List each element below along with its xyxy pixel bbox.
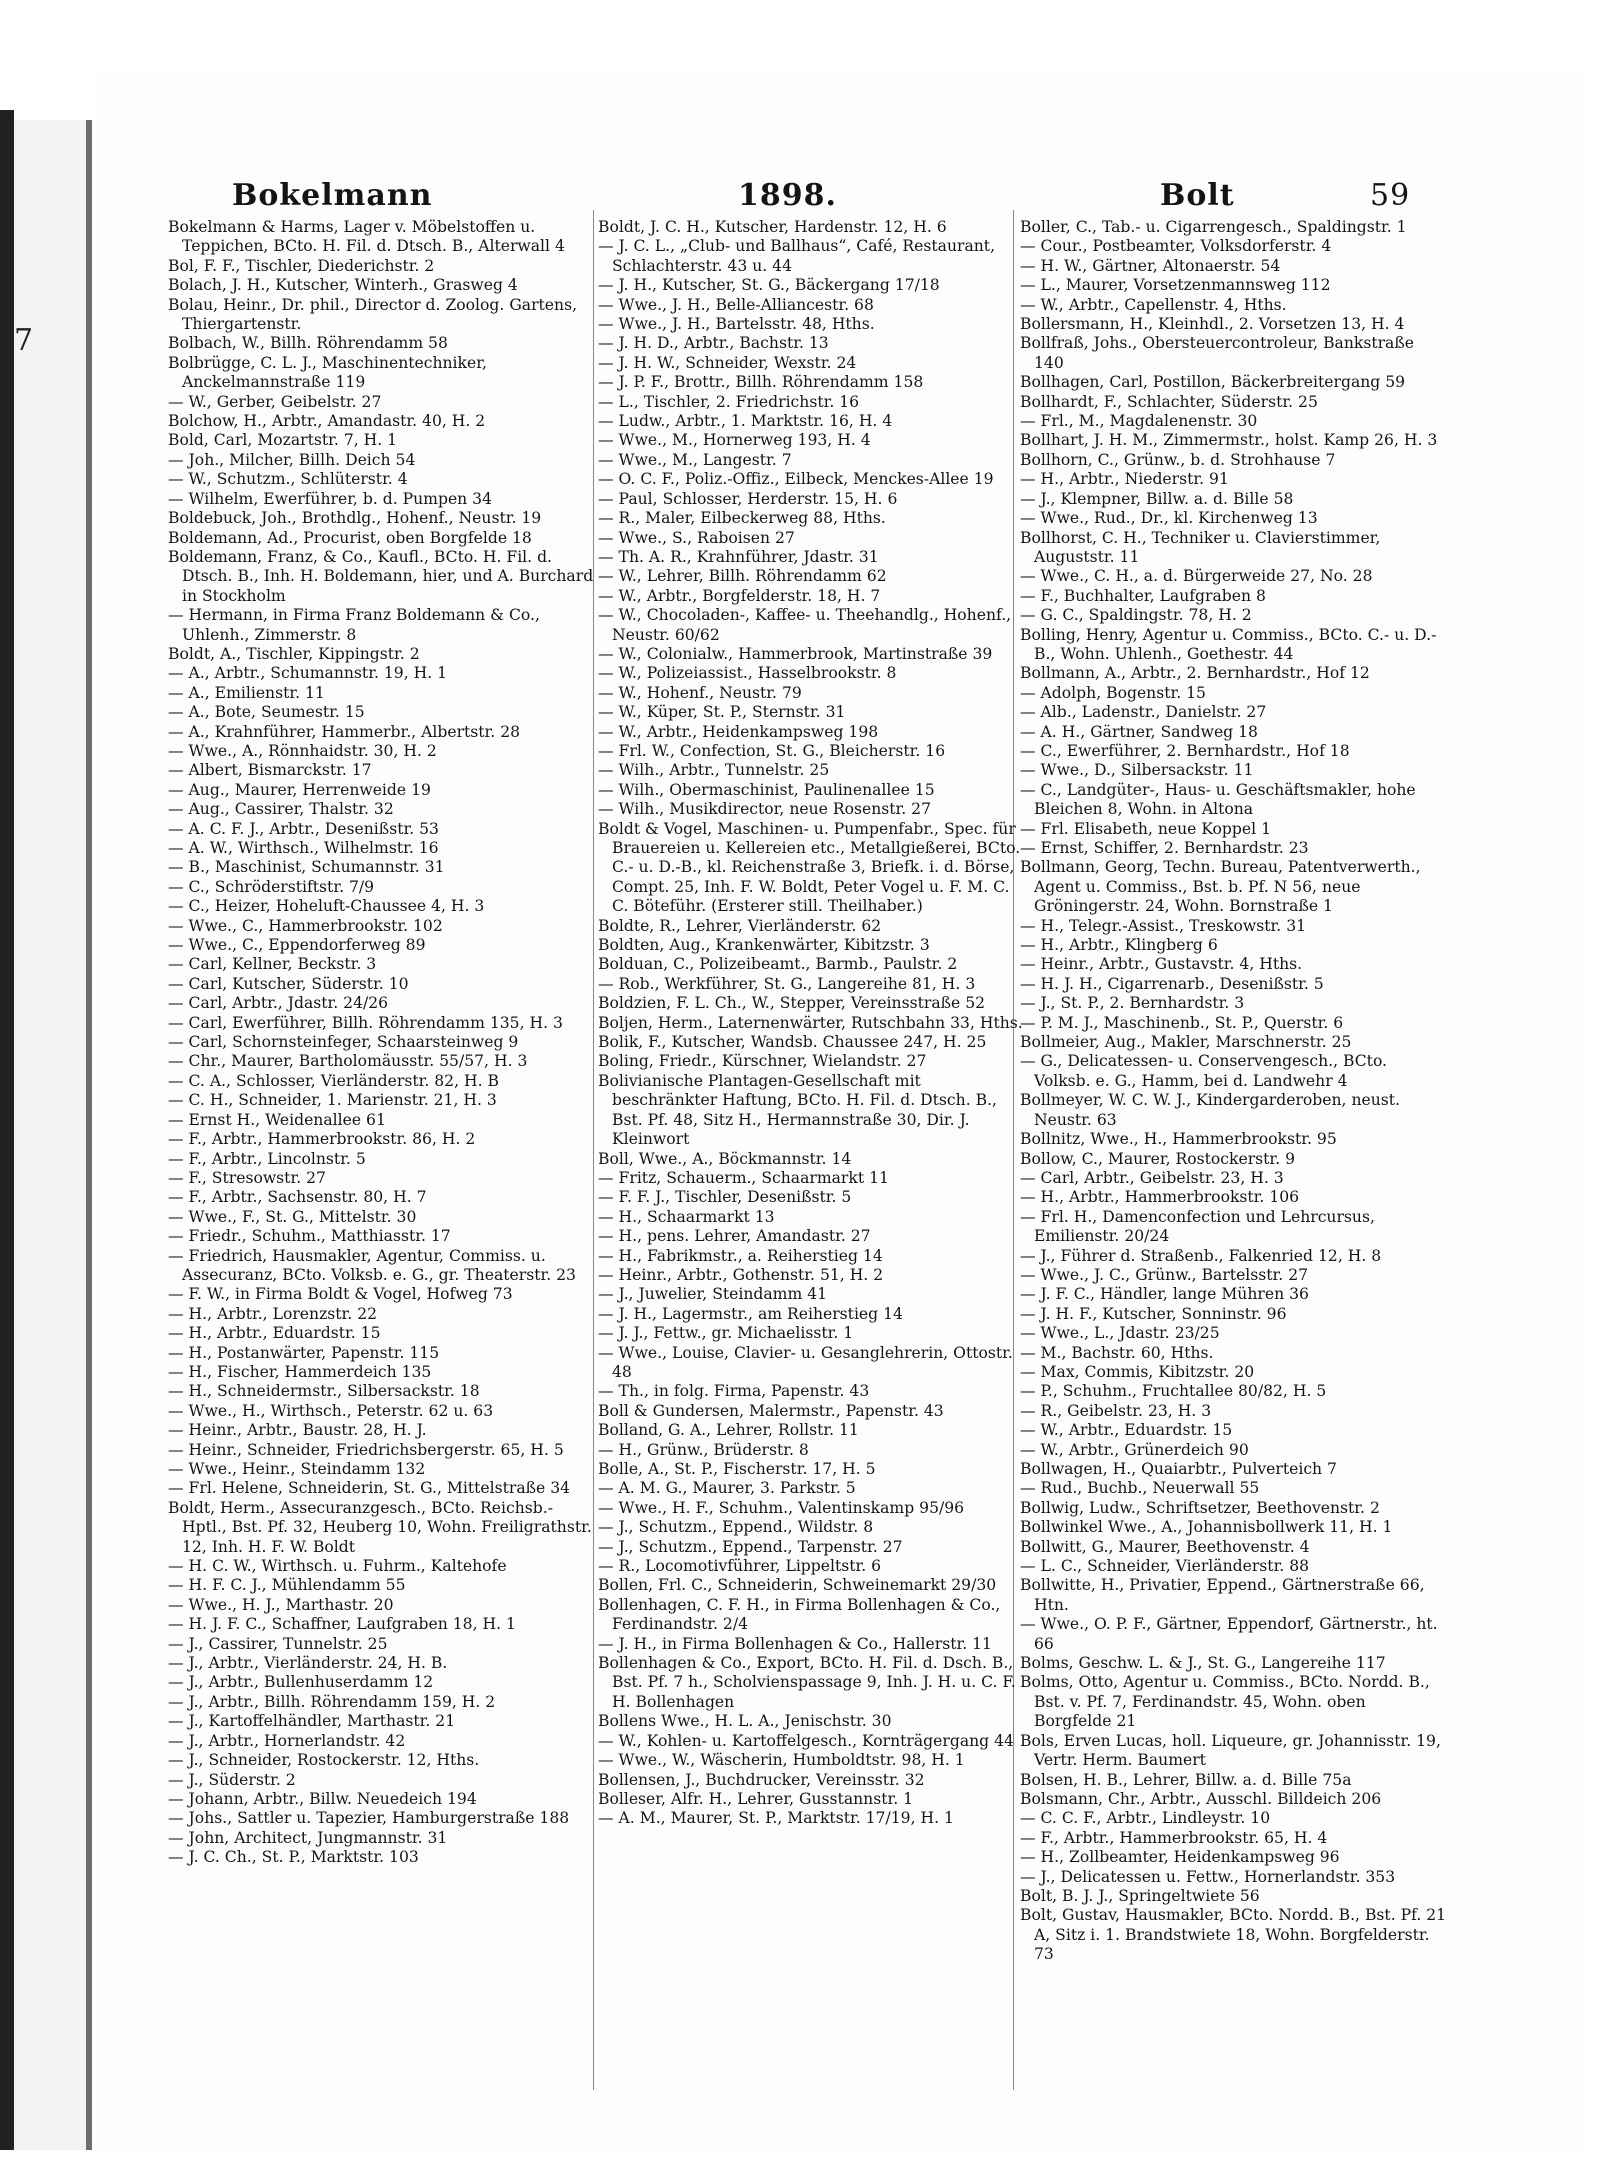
directory-entry: — W., Kohlen- u. Kartoffelgesch., Kornträgergang 44 bbox=[598, 1731, 1014, 1750]
directory-entry: — Carl, Arbtr., Geibelstr. 23, H. 3 bbox=[1020, 1168, 1284, 1187]
directory-entry: — Wwe., H., Wirthsch., Peterstr. 62 u. 63 bbox=[168, 1401, 494, 1420]
directory-entry: — R., Maler, Eilbeckerweg 88, Hths. bbox=[598, 509, 886, 528]
directory-entry: — R., Locomotivführer, Lippeltstr. 6 bbox=[598, 1557, 882, 1576]
directory-entry: Bolivianische Plantagen-Gesellschaft mit beschränkter Haftung, BCto. H. Fil. d. Dtsch. B., Bst. Pf. 48, Sitz H., Hermannstraße 30, Dir. J. Kleinwort bbox=[598, 1071, 997, 1149]
directory-entry: — H., Zollbeamter, Heidenkampsweg 96 bbox=[1020, 1848, 1340, 1867]
directory-entry: — Wwe., J. H., Belle-Alliancestr. 68 bbox=[598, 295, 874, 314]
directory-entry: — Carl, Arbtr., Jdastr. 24/26 bbox=[168, 994, 389, 1013]
directory-entry: — P. M. J., Maschinenb., St. P., Querstr. 6 bbox=[1020, 1013, 1344, 1032]
directory-entry: Bollwig, Ludw., Schriftsetzer, Beethovenstr. 2 bbox=[1020, 1498, 1380, 1517]
directory-entry: — C., Heizer, Hoheluft-Chaussee 4, H. 3 bbox=[168, 897, 485, 916]
directory-entry: Boller, C., Tab.- u. Cigarrengesch., Spaldingstr. 1 bbox=[1020, 218, 1407, 236]
directory-entry: — W., Arbtr., Capellenstr. 4, Hths. bbox=[1020, 295, 1287, 314]
directory-entry: Bold, Carl, Mozartstr. 7, H. 1 bbox=[168, 431, 398, 450]
directory-entry: — W., Gerber, Geibelstr. 27 bbox=[168, 392, 382, 411]
directory-entry: Bols, Erven Lucas, holl. Liqueure, gr. Johannisstr. 19, Vertr. Herm. Baumert bbox=[1020, 1731, 1441, 1770]
directory-entry: Bollensen, J., Buchdrucker, Vereinsstr. 32 bbox=[598, 1770, 925, 1789]
directory-column-2 bbox=[598, 218, 1026, 2118]
directory-entry: — Carl, Kutscher, Süderstr. 10 bbox=[168, 974, 409, 993]
directory-entry: — Wwe., M., Langestr. 7 bbox=[598, 450, 792, 469]
directory-entry: Bolbrügge, C. L. J., Maschinentechniker, Anckelmannstraße 119 bbox=[168, 353, 487, 392]
directory-entry: Bollhart, J. H. M., Zimmermstr., holst. Kamp 26, H. 3 bbox=[1020, 431, 1438, 450]
directory-entry: Bollhorn, C., Grünw., b. d. Strohhause 7 bbox=[1020, 450, 1336, 469]
directory-entry: Bolsen, H. B., Lehrer, Billw. a. d. Bille 75a bbox=[1020, 1770, 1352, 1789]
directory-entry: — H., Fabrikmstr., a. Reiherstieg 14 bbox=[598, 1246, 883, 1265]
directory-entry: — Wwe., O. P. F., Gärtner, Eppendorf, Gärtnerstr., ht. 66 bbox=[1020, 1615, 1438, 1653]
directory-entry: — W., Arbtr., Eduardstr. 15 bbox=[1020, 1421, 1233, 1440]
directory-entry: — C. H., Schneider, 1. Marienstr. 21, H. 3 bbox=[168, 1091, 497, 1110]
directory-entry: — Hermann, in Firma Franz Boldemann & Co., Uhlenh., Zimmerstr. 8 bbox=[168, 606, 540, 644]
directory-entry: — Rud., Buchb., Neuerwall 55 bbox=[1020, 1479, 1260, 1498]
directory-entry: — W., Arbtr., Heidenkampsweg 198 bbox=[598, 722, 879, 741]
directory-entry: Boldte, R., Lehrer, Vierländerstr. 62 bbox=[598, 916, 882, 935]
directory-entry: — J. H., Kutscher, St. G., Bäckergang 17/18 bbox=[598, 276, 940, 295]
directory-entry: — Wilh., Musikdirector, neue Rosenstr. 27 bbox=[598, 800, 932, 819]
directory-entry: Boljen, Herm., Laternenwärter, Rutschbahn 33, Hths. bbox=[598, 1013, 1023, 1032]
directory-entry: — Johann, Arbtr., Billw. Neuedeich 194 bbox=[168, 1789, 477, 1808]
directory-entry: — A., Arbtr., Schumannstr. 19, H. 1 bbox=[168, 664, 448, 683]
directory-entry: Bolleser, Alfr. H., Lehrer, Gusstannstr. 1 bbox=[598, 1789, 914, 1808]
directory-entry: — H., Arbtr., Niederstr. 91 bbox=[1020, 470, 1229, 489]
directory-entry: — F., Stresowstr. 27 bbox=[168, 1168, 326, 1187]
directory-entry: Bollhorst, C. H., Techniker u. Clavierstimmer, Auguststr. 11 bbox=[1020, 528, 1381, 566]
directory-entry: — Ludw., Arbtr., 1. Marktstr. 16, H. 4 bbox=[598, 412, 893, 431]
page-gutter bbox=[86, 120, 92, 2150]
directory-entry: — Wilhelm, Ewerführer, b. d. Pumpen 34 bbox=[168, 489, 493, 508]
directory-entry: — Heinr., Arbtr., Gothenstr. 51, H. 2 bbox=[598, 1265, 884, 1284]
directory-entry: Bollnitz, Wwe., H., Hammerbrookstr. 95 bbox=[1020, 1130, 1337, 1149]
directory-entry: — Adolph, Bogenstr. 15 bbox=[1020, 683, 1206, 702]
directory-entry: Bolle, A., St. P., Fischerstr. 17, H. 5 bbox=[598, 1460, 876, 1478]
directory-entry: Bollwitte, H., Privatier, Eppend., Gärtnerstraße 66, Htn. bbox=[1020, 1576, 1425, 1614]
directory-entry: Bolchow, H., Arbtr., Amandastr. 40, H. 2 bbox=[168, 412, 486, 431]
facing-page-edge bbox=[14, 120, 86, 2150]
directory-entry: — J., Schutzm., Eppend., Wildstr. 8 bbox=[598, 1518, 874, 1537]
directory-entry: — H., Schneidermstr., Silbersackstr. 18 bbox=[168, 1382, 480, 1401]
directory-entry: Bolik, F., Kutscher, Wandsb. Chaussee 247, H. 25 bbox=[598, 1033, 987, 1052]
directory-entry: Bollwagen, H., Quaiarbtr., Pulverteich 7 bbox=[1020, 1460, 1337, 1478]
directory-entry: Bollenhagen, C. F. H., in Firma Bollenhagen & Co., Ferdinandstr. 2/4 bbox=[598, 1595, 1001, 1634]
directory-entry: — J. P. F., Brottr., Billh. Röhrendamm 158 bbox=[598, 373, 924, 392]
directory-entry: — W., Chocoladen-, Kaffee- u. Theehandlg., Hohenf., Neustr. 60/62 bbox=[598, 606, 1012, 644]
directory-entry: — H. W., Gärtner, Altonaerstr. 54 bbox=[1020, 256, 1281, 275]
directory-entry: — A. C. F. J., Arbtr., Desenißstr. 53 bbox=[168, 819, 439, 838]
directory-entry: Boll & Gundersen, Malermstr., Papenstr. 43 bbox=[598, 1401, 944, 1420]
directory-entry: — Alb., Ladenstr., Danielstr. 27 bbox=[1020, 703, 1267, 722]
directory-entry: Bollmann, Georg, Techn. Bureau, Patentverwerth., Agent u. Commiss., Bst. b. Pf. N 56, neue Gröningerstr. 24, Wohn. Bornstraße 1 bbox=[1020, 858, 1421, 916]
directory-entry: — J. H. D., Arbtr., Bachstr. 13 bbox=[598, 334, 829, 353]
directory-entry: Bolau, Heinr., Dr. phil., Director d. Zoolog. Gartens, Thiergartenstr. bbox=[168, 295, 578, 334]
directory-entry: — H., Arbtr., Klingberg 6 bbox=[1020, 936, 1218, 955]
directory-entry: — Friedr., Schuhm., Matthiasstr. 17 bbox=[168, 1227, 451, 1246]
directory-entry: — Ernst H., Weidenallee 61 bbox=[168, 1110, 386, 1129]
directory-entry: Boldten, Aug., Krankenwärter, Kibitzstr. 3 bbox=[598, 936, 930, 955]
directory-entry: Bokelmann & Harms, Lager v. Möbelstoffen u. Teppichen, BCto. H. Fil. d. Dtsch. B., Alterwall 4 bbox=[168, 218, 565, 256]
directory-entry: — C., Landgüter-, Haus- u. Geschäftsmakler, hohe Bleichen 8, Wohn. in Altona bbox=[1020, 780, 1416, 819]
directory-entry: — J. H., in Firma Bollenhagen & Co., Hallerstr. 11 bbox=[598, 1634, 992, 1653]
directory-entry: Bolland, G. A., Lehrer, Rollstr. 11 bbox=[598, 1421, 859, 1440]
directory-entry: — W., Arbtr., Borgfelderstr. 18, H. 7 bbox=[598, 586, 881, 605]
directory-entry: — H., Arbtr., Eduardstr. 15 bbox=[168, 1324, 381, 1343]
directory-entry: — H. F. C. J., Mühlendamm 55 bbox=[168, 1576, 406, 1595]
directory-entry: — R., Geibelstr. 23, H. 3 bbox=[1020, 1401, 1212, 1420]
facing-page-mark: 7 bbox=[14, 323, 34, 358]
directory-entry: — Th., in folg. Firma, Papenstr. 43 bbox=[598, 1382, 870, 1401]
directory-entry: Boldebuck, Joh., Brothdlg., Hohenf., Neustr. 19 bbox=[168, 509, 542, 528]
directory-entry: — J. H. W., Schneider, Wexstr. 24 bbox=[598, 353, 857, 372]
directory-entry: — Paul, Schlosser, Herderstr. 15, H. 6 bbox=[598, 489, 898, 508]
directory-entry: — A., Krahnführer, Hammerbr., Albertstr. 28 bbox=[168, 722, 521, 741]
directory-entry: — J. J., Fettw., gr. Michaelisstr. 1 bbox=[598, 1324, 854, 1343]
directory-entry: — O. C. F., Poliz.-Offiz., Eilbeck, Menckes-Allee 19 bbox=[598, 470, 994, 489]
directory-entry: — J., Süderstr. 2 bbox=[168, 1770, 296, 1789]
directory-entry: Boldt, A., Tischler, Kippingstr. 2 bbox=[168, 644, 420, 663]
directory-entry: Bollwinkel Wwe., A., Johannisbollwerk 11, H. 1 bbox=[1020, 1518, 1393, 1537]
header-year: 1898. bbox=[738, 178, 837, 213]
directory-entry: — Wwe., M., Hornerweg 193, H. 4 bbox=[598, 431, 871, 450]
directory-entry: — Johs., Sattler u. Tapezier, Hamburgerstraße 188 bbox=[168, 1809, 570, 1828]
directory-entry: — Friedrich, Hausmakler, Agentur, Commiss. u. Assecuranz, BCto. Volksb. e. G., gr. Theaterstr. 23 bbox=[168, 1246, 576, 1284]
directory-entry: — J. C. Ch., St. P., Marktstr. 103 bbox=[168, 1848, 419, 1867]
directory-entry: — H. J. F. C., Schaffner, Laufgraben 18, H. 1 bbox=[168, 1615, 516, 1634]
directory-entry: — Wwe., Heinr., Steindamm 132 bbox=[168, 1460, 426, 1478]
directory-entry: Bollhagen, Carl, Postillon, Bäckerbreitergang 59 bbox=[1020, 373, 1406, 392]
directory-entry: — C., Ewerführer, 2. Bernhardstr., Hof 18 bbox=[1020, 741, 1350, 760]
directory-entry: — H. C. W., Wirthsch. u. Fuhrm., Kaltehofe bbox=[168, 1557, 507, 1576]
directory-entry: — Wilh., Arbtr., Tunnelstr. 25 bbox=[598, 761, 830, 780]
directory-entry: — Albert, Bismarckstr. 17 bbox=[168, 761, 372, 780]
directory-entry: Bolt, Gustav, Hausmakler, BCto. Nordd. B., Bst. Pf. 21 A, Sitz i. 1. Brandstwiete 18, Wohn. Borgfelderstr. 73 bbox=[1020, 1906, 1447, 1964]
directory-entry: — J. H. F., Kutscher, Sonninstr. 96 bbox=[1020, 1304, 1287, 1323]
directory-entry: — W., Lehrer, Billh. Röhrendamm 62 bbox=[598, 567, 887, 586]
directory-entry: — H., Schaarmarkt 13 bbox=[598, 1207, 775, 1226]
directory-entry: — F. W., in Firma Boldt & Vogel, Hofweg 73 bbox=[168, 1285, 513, 1304]
directory-entry: — Wwe., D., Silbersackstr. 11 bbox=[1020, 761, 1254, 780]
directory-entry: — M., Bachstr. 60, Hths. bbox=[1020, 1343, 1214, 1362]
directory-entry: — F., Arbtr., Sachsenstr. 80, H. 7 bbox=[168, 1188, 427, 1207]
directory-entry: Bolt, B. J. J., Springeltwiete 56 bbox=[1020, 1886, 1260, 1905]
directory-entry: — A., Bote, Seumestr. 15 bbox=[168, 703, 365, 722]
directory-entry: — G., Delicatessen- u. Conservengesch., BCto. Volksb. e. G., Hamm, bei d. Landwehr 4 bbox=[1020, 1052, 1388, 1090]
directory-entry: — W., Hohenf., Neustr. 79 bbox=[598, 683, 802, 702]
directory-entry: — Wwe., A., Rönnhaidstr. 30, H. 2 bbox=[168, 741, 437, 760]
directory-entry: — J., Schneider, Rostockerstr. 12, Hths. bbox=[168, 1751, 480, 1770]
directory-entry: Boldt, J. C. H., Kutscher, Hardenstr. 12, H. 6 bbox=[598, 218, 947, 236]
page-number: 59 bbox=[1370, 178, 1411, 213]
directory-entry: — Wwe., H. J., Marthastr. 20 bbox=[168, 1595, 394, 1614]
directory-entry: — F. F. J., Tischler, Desenißstr. 5 bbox=[598, 1188, 852, 1207]
directory-entry: — Frl. H., Damenconfection und Lehrcursus, Emilienstr. 20/24 bbox=[1020, 1207, 1375, 1246]
directory-entry: — H., Telegr.-Assist., Treskowstr. 31 bbox=[1020, 916, 1307, 935]
directory-entry: — A. M. G., Maurer, 3. Parkstr. 5 bbox=[598, 1479, 856, 1498]
directory-entry: — J. C. L., „Club- und Ballhaus“, Café, Restaurant, Schlachterstr. 43 u. 44 bbox=[598, 237, 996, 275]
directory-entry: — J. H., Lagermstr., am Reiherstieg 14 bbox=[598, 1304, 903, 1323]
directory-entry: Bollmann, A., Arbtr., 2. Bernhardstr., Hof 12 bbox=[1020, 664, 1370, 683]
directory-entry: — L. C., Schneider, Vierländerstr. 88 bbox=[1020, 1557, 1310, 1576]
directory-entry: — J., Klempner, Billw. a. d. Bille 58 bbox=[1020, 489, 1294, 508]
directory-entry: — Max, Commis, Kibitzstr. 20 bbox=[1020, 1362, 1255, 1381]
directory-entry: — Wwe., W., Wäscherin, Humboldtstr. 98, H. 1 bbox=[598, 1751, 965, 1770]
directory-entry: Bollersmann, H., Kleinhdl., 2. Vorsetzen 13, H. 4 bbox=[1020, 315, 1405, 334]
directory-entry: — A. W., Wirthsch., Wilhelmstr. 16 bbox=[168, 839, 439, 857]
directory-entry: — H., Grünw., Brüderstr. 8 bbox=[598, 1440, 809, 1459]
directory-entry: — H., Arbtr., Lorenzstr. 22 bbox=[168, 1304, 378, 1323]
directory-entry: — Rob., Werkführer, St. G., Langereihe 81, H. 3 bbox=[598, 974, 976, 993]
header-left-keyword: Bokelmann bbox=[232, 178, 433, 213]
directory-entry: — F., Buchhalter, Laufgraben 8 bbox=[1020, 586, 1266, 605]
book-spine-shadow bbox=[0, 110, 14, 2150]
directory-entry: — Wwe., C., Eppendorferweg 89 bbox=[168, 936, 426, 955]
directory-entry: Bolling, Henry, Agentur u. Commiss., BCto. C.- u. D.-B., Wohn. Uhlenh., Goethestr. 44 bbox=[1020, 625, 1437, 663]
page-header bbox=[160, 178, 1460, 218]
directory-entry: — Aug., Cassirer, Thalstr. 32 bbox=[168, 800, 394, 819]
directory-entry: — J., Schutzm., Eppend., Tarpenstr. 27 bbox=[598, 1537, 903, 1556]
directory-entry: — A. M., Maurer, St. P., Marktstr. 17/19, H. 1 bbox=[598, 1809, 954, 1828]
directory-entry: — Wwe., Rud., Dr., kl. Kirchenweg 13 bbox=[1020, 509, 1318, 528]
directory-entry: — L., Maurer, Vorsetzenmannsweg 112 bbox=[1020, 276, 1331, 295]
header-right-keyword: Bolt bbox=[1160, 178, 1235, 213]
directory-entry: Boldt & Vogel, Maschinen- u. Pumpenfabr., Spec. für Brauereien u. Kellereien etc., Metallgießerei, BCto. C.- u. D.-B., kl. Reichenstraße 3, Briefk. i. d. Börse, Compt. 25, Inh. F. W. Boldt, Peter Vogel u. F. M. C. C. Böteführ. (Ersterer still. Theilhaber.) bbox=[598, 819, 1021, 916]
directory-entry: Bollfraß, Johs., Obersteuercontroleur, Bankstraße 140 bbox=[1020, 334, 1415, 372]
directory-entry: — Wwe., Louise, Clavier- u. Gesanglehrerin, Ottostr. 48 bbox=[598, 1343, 1013, 1381]
directory-entry: — H. J. H., Cigarrenarb., Desenißstr. 5 bbox=[1020, 974, 1324, 993]
directory-entry: Bolduan, C., Polizeibeamt., Barmb., Paulstr. 2 bbox=[598, 955, 958, 974]
directory-entry: — J., Arbtr., Bullenhuserdamm 12 bbox=[168, 1673, 434, 1692]
directory-entry: — P., Schuhm., Fruchtallee 80/82, H. 5 bbox=[1020, 1382, 1327, 1401]
directory-entry: — W., Schutzm., Schlüterstr. 4 bbox=[168, 470, 408, 489]
directory-entry: — Frl. Elisabeth, neue Koppel 1 bbox=[1020, 819, 1271, 838]
directory-entry: Bollen, Frl. C., Schneiderin, Schweinemarkt 29/30 bbox=[598, 1576, 997, 1595]
directory-entry: — Fritz, Schauerm., Schaarmarkt 11 bbox=[598, 1168, 889, 1187]
directory-entry: — Heinr., Arbtr., Baustr. 28, H. J. bbox=[168, 1421, 427, 1440]
directory-column-1 bbox=[168, 218, 596, 2118]
directory-entry: — H., pens. Lehrer, Amandastr. 27 bbox=[598, 1227, 871, 1246]
directory-entry: — J., St. P., 2. Bernhardstr. 3 bbox=[1020, 994, 1245, 1013]
directory-entry: — C., Schröderstiftstr. 7/9 bbox=[168, 877, 375, 896]
directory-entry: — Heinr., Arbtr., Gustavstr. 4, Hths. bbox=[1020, 955, 1303, 974]
directory-entry: — Wwe., C., Hammerbrookstr. 102 bbox=[168, 916, 443, 935]
directory-entry: — J., Cassirer, Tunnelstr. 25 bbox=[168, 1634, 388, 1653]
directory-entry: — H., Fischer, Hammerdeich 135 bbox=[168, 1362, 432, 1381]
directory-entry: — J., Führer d. Straßenb., Falkenried 12, H. 8 bbox=[1020, 1246, 1382, 1265]
directory-entry: — John, Architect, Jungmannstr. 31 bbox=[168, 1828, 448, 1847]
directory-entry: Bolsmann, Chr., Arbtr., Ausschl. Billdeich 206 bbox=[1020, 1789, 1382, 1808]
directory-entry: — Cour., Postbeamter, Volksdorferstr. 4 bbox=[1020, 237, 1332, 256]
directory-entry: — Carl, Kellner, Beckstr. 3 bbox=[168, 955, 377, 974]
directory-entry: — Carl, Ewerführer, Billh. Röhrendamm 135, H. 3 bbox=[168, 1013, 563, 1032]
directory-entry: Bollenhagen & Co., Export, BCto. H. Fil. d. Dsch. B., Bst. Pf. 7 h., Scholvienspassage 9, Inh. J. H. u. C. F. H. Bollenhagen bbox=[598, 1654, 1016, 1711]
directory-entry: — Heinr., Schneider, Friedrichsbergerstr. 65, H. 5 bbox=[168, 1440, 564, 1459]
directory-entry: — B., Maschinist, Schumannstr. 31 bbox=[168, 858, 445, 877]
directory-entry: — Ernst, Schiffer, 2. Bernhardstr. 23 bbox=[1020, 839, 1309, 857]
directory-entry: — F., Arbtr., Hammerbrookstr. 86, H. 2 bbox=[168, 1130, 476, 1149]
directory-entry: — W., Arbtr., Grünerdeich 90 bbox=[1020, 1440, 1249, 1459]
directory-entry: — Wwe., F., St. G., Mittelstr. 30 bbox=[168, 1207, 417, 1226]
directory-entry: — Aug., Maurer, Herrenweide 19 bbox=[168, 780, 431, 799]
directory-entry: — C. A., Schlosser, Vierländerstr. 82, H. B bbox=[168, 1071, 499, 1090]
directory-entry: — H., Postanwärter, Papenstr. 115 bbox=[168, 1343, 440, 1362]
directory-entry: — F., Arbtr., Hammerbrookstr. 65, H. 4 bbox=[1020, 1828, 1328, 1847]
directory-entry: Bollens Wwe., H. L. A., Jenischstr. 30 bbox=[598, 1712, 892, 1731]
directory-entry: — J., Juwelier, Steindamm 41 bbox=[598, 1285, 828, 1304]
directory-entry: — F., Arbtr., Lincolnstr. 5 bbox=[168, 1149, 366, 1168]
directory-entry: Boling, Friedr., Kürschner, Wielandstr. 27 bbox=[598, 1052, 927, 1071]
directory-entry: Boldt, Herm., Assecuranzgesch., BCto. Reichsb.-Hptl., Bst. Pf. 32, Heuberg 10, Wohn. Freiligrathstr. 12, Inh. H. F. W. Boldt bbox=[168, 1498, 592, 1556]
directory-entry: Bolms, Otto, Agentur u. Commiss., BCto. Nordd. B., Bst. v. Pf. 7, Ferdinandstr. 45, Wohn. oben Borgfelde 21 bbox=[1020, 1673, 1430, 1731]
directory-entry: — Frl., M., Magdalenenstr. 30 bbox=[1020, 412, 1258, 431]
directory-entry: Boldemann, Ad., Procurist, oben Borgfelde 18 bbox=[168, 528, 532, 547]
directory-entry: — Joh., Milcher, Billh. Deich 54 bbox=[168, 450, 416, 469]
directory-entry: — J. F. C., Händler, lange Mühren 36 bbox=[1020, 1285, 1309, 1304]
directory-entry: — W., Polizeiassist., Hasselbrookstr. 8 bbox=[598, 664, 897, 683]
directory-entry: — G. C., Spaldingstr. 78, H. 2 bbox=[1020, 606, 1252, 625]
directory-entry: — J., Arbtr., Vierländerstr. 24, H. B. bbox=[168, 1654, 448, 1673]
directory-entry: — W., Küper, St. P., Sternstr. 31 bbox=[598, 703, 846, 722]
directory-entry: — Wwe., S., Raboisen 27 bbox=[598, 528, 795, 547]
directory-entry: — Frl. Helene, Schneiderin, St. G., Mittelstraße 34 bbox=[168, 1479, 571, 1498]
directory-entry: — J., Arbtr., Billh. Röhrendamm 159, H. 2 bbox=[168, 1692, 496, 1711]
directory-entry: — Carl, Schornsteinfeger, Schaarsteinweg 9 bbox=[168, 1033, 519, 1052]
directory-entry: Bollwitt, G., Maurer, Beethovenstr. 4 bbox=[1020, 1537, 1310, 1556]
directory-entry: Bollmeier, Aug., Makler, Marschnerstr. 25 bbox=[1020, 1033, 1352, 1052]
directory-entry: — Th. A. R., Krahnführer, Jdastr. 31 bbox=[598, 547, 879, 566]
directory-entry: Bolms, Geschw. L. & J., St. G., Langereihe 117 bbox=[1020, 1654, 1386, 1673]
directory-entry: — J., Kartoffelhändler, Marthastr. 21 bbox=[168, 1712, 456, 1731]
directory-entry: — Wilh., Obermaschinist, Paulinenallee 15 bbox=[598, 780, 935, 799]
directory-entry: — Wwe., L., Jdastr. 23/25 bbox=[1020, 1324, 1220, 1343]
directory-entry: Bollow, C., Maurer, Rostockerstr. 9 bbox=[1020, 1149, 1296, 1168]
directory-entry: Bolbach, W., Billh. Röhrendamm 58 bbox=[168, 334, 448, 353]
directory-entry: — Frl. W., Confection, St. G., Bleicherstr. 16 bbox=[598, 741, 946, 760]
directory-entry: Boll, Wwe., A., Böckmannstr. 14 bbox=[598, 1149, 852, 1168]
directory-entry: — Chr., Maurer, Bartholomäusstr. 55/57, H. 3 bbox=[168, 1052, 528, 1071]
directory-column-3 bbox=[1020, 218, 1448, 2118]
directory-entry: Bol, F. F., Tischler, Diederichstr. 2 bbox=[168, 256, 435, 275]
directory-entry: — A. H., Gärtner, Sandweg 18 bbox=[1020, 722, 1258, 741]
directory-entry: — L., Tischler, 2. Friedrichstr. 16 bbox=[598, 392, 860, 411]
directory-entry: — J., Delicatessen u. Fettw., Hornerlandstr. 353 bbox=[1020, 1867, 1396, 1886]
directory-entry: — C. C. F., Arbtr., Lindleystr. 10 bbox=[1020, 1809, 1271, 1828]
directory-entry: — H., Arbtr., Hammerbrookstr. 106 bbox=[1020, 1188, 1300, 1207]
directory-entry: — Wwe., H. F., Schuhm., Valentinskamp 95/96 bbox=[598, 1498, 965, 1517]
directory-entry: Boldemann, Franz, & Co., Kaufl., BCto. H. Fil. d. Dtsch. B., Inh. H. Boldemann, hier, und A. Burchard in Stockholm bbox=[168, 547, 594, 605]
directory-entry: — W., Colonialw., Hammerbrook, Martinstraße 39 bbox=[598, 644, 993, 663]
directory-entry: Bollhardt, F., Schlachter, Süderstr. 25 bbox=[1020, 392, 1318, 411]
directory-entry: — A., Emilienstr. 11 bbox=[168, 683, 325, 702]
directory-entry: Bolach, J. H., Kutscher, Winterh., Grasweg 4 bbox=[168, 276, 518, 295]
directory-entry: — Wwe., J. C., Grünw., Bartelsstr. 27 bbox=[1020, 1265, 1309, 1284]
directory-entry: Boldzien, F. L. Ch., W., Stepper, Vereinsstraße 52 bbox=[598, 994, 986, 1013]
directory-entry: Bollmeyer, W. C. W. J., Kindergarderoben, neust. Neustr. 63 bbox=[1020, 1091, 1400, 1129]
directory-entry: — Wwe., C. H., a. d. Bürgerweide 27, No. 28 bbox=[1020, 567, 1373, 586]
directory-entry: — J., Arbtr., Hornerlandstr. 42 bbox=[168, 1731, 406, 1750]
directory-entry: — Wwe., J. H., Bartelsstr. 48, Hths. bbox=[598, 315, 875, 334]
